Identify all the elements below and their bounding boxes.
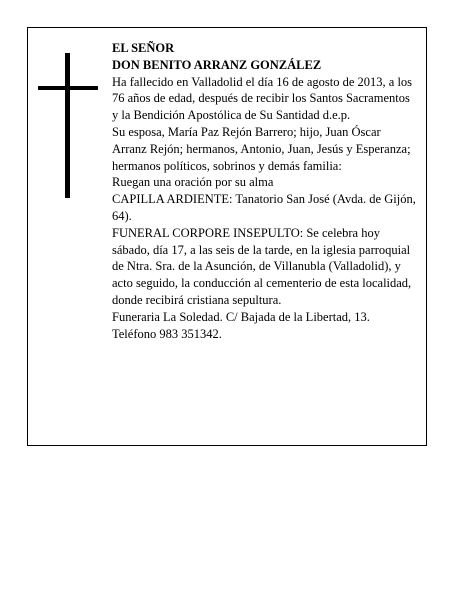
title-line-2: DON BENITO ARRANZ GONZÁLEZ bbox=[112, 57, 322, 72]
cross-horizontal-bar bbox=[38, 86, 98, 90]
paragraph-funeral: FUNERAL CORPORE INSEPULTO: Se celebra hoy sábado, día 17, a las seis de la tarde, en la iglesia parroquial de Ntra. Sra. de la Asunción, de Villanubla (Valladolid), y acto seguido, la conducción al cementerio de esta localidad, donde recibirá cristiana sepultura. bbox=[112, 225, 412, 307]
title-line-1: EL SEÑOR bbox=[112, 41, 175, 55]
obituary-text bbox=[112, 40, 417, 342]
paragraph-family: Su esposa, María Paz Rejón Barrero; hijo, Juan Óscar Arranz Rejón; hermanos, Antonio, Juan, Jesús y Esperanza; hermanos políticos, sobrinos y demás familia: bbox=[112, 124, 411, 173]
paragraph-funeral-home: Funeraria La Soledad. C/ Bajada de la Libertad, 13. Teléfono 983 351342. bbox=[112, 309, 370, 341]
cross-vertical-bar bbox=[65, 53, 70, 198]
paragraph-chapel: CAPILLA ARDIENTE: Tanatorio San José (Avda. de Gijón, 64). bbox=[112, 192, 416, 223]
cross-icon bbox=[38, 53, 98, 198]
paragraph-prayer-request: Ruegan una oración por su alma bbox=[112, 175, 274, 190]
paragraph-death-announcement: Ha fallecido en Valladolid el día 16 de agosto de 2013, a los 76 años de edad, después de recibir los Santos Sacramentos y la Bendición Apostólica de Su Santidad d.e.p. bbox=[112, 74, 413, 123]
